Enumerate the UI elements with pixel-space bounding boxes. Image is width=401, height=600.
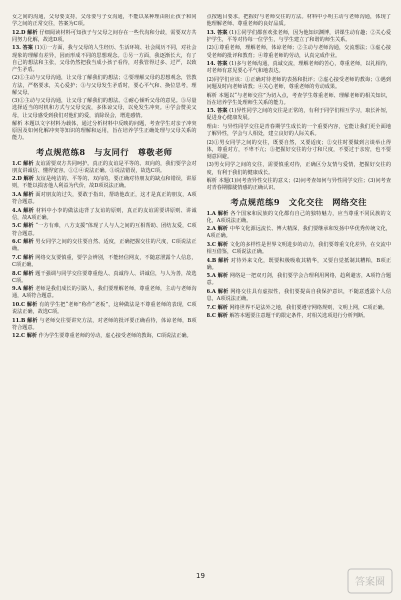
answer-label: 解析 — [217, 304, 228, 311]
section-title: 考点规范练9 文化交往 网络交往 — [230, 196, 367, 207]
answer-text: 老师是我们成长的引路人，我们要理解老师，尊重老师，主动与老师沟通，A项符合题意。 — [12, 286, 197, 300]
answer-label: 解析 — [23, 270, 34, 277]
question-number: 5.A — [206, 273, 216, 280]
answer-label: 解析 — [217, 241, 229, 248]
text-paragraph: (3)男女同学之间的交往，需要慎重对待，正确区分友情与爱情，把握好交往的度，有利于我们的健康成长。 — [206, 162, 391, 176]
text-paragraph: 点按题目要求，把握好与老师交往的方法。材料中小明主动与老师沟通，体现了他理解老师、尊重老师的良好品质。 — [206, 14, 391, 28]
answer-text: 面对朋友的过失，要敢于指出，帮助他改正，这才是真正的朋友，A项符合题意。 — [12, 192, 197, 206]
answer-paragraph — [12, 239, 197, 253]
right-column — [207, 14, 392, 578]
answer-paragraph — [12, 30, 197, 44]
text-paragraph: 解析 本题(1)问考查异性交往的意义；(2)问考查如何与异性同学交往；(3)问考查对青春期朦胧情感的正确认识。 — [206, 178, 391, 192]
question-number: 12.D — [12, 29, 26, 36]
answer-label: 解析 — [26, 301, 38, 308]
answer-text: (1)①一方面，我与父母的人生经历、生活环境、社会阅历不同，对社会现象的理解有差异，因而形成不同的思想观念。②另一方面，我逐渐长大，有了自己的想法和主张，父母仍然把我当成小孩子看待，对我管得过多、过严，以致产生矛盾。 — [12, 45, 197, 73]
answer-label: 解析 — [217, 289, 229, 296]
answer-label: 解析 — [23, 239, 34, 246]
answer-text: 网络是一把双刃剑，我们要学会合理利用网络，趋利避害，A项符合题意。 — [206, 273, 391, 287]
answer-label: 解析 — [23, 160, 34, 167]
answer-label: 解析 — [217, 313, 228, 320]
answer-paragraph — [12, 271, 197, 285]
answer-paragraph — [207, 211, 392, 225]
question-number: 14. — [206, 61, 216, 68]
answer-label: 解析 — [217, 210, 229, 217]
question-number: 3.A — [12, 192, 22, 199]
answer-text: 对待外来文化，既要积极吸收其精华，又要自觉抵制其糟粕，B项正确。 — [206, 257, 391, 271]
question-number: 3.C — [206, 241, 216, 248]
answer-text: 材料中小李的做法违背了友谊的原则，真正的友谊需要讲原则、讲诚信，故A项正确。 — [12, 207, 197, 221]
question-number: 4.A — [12, 207, 22, 214]
question-number: 11.B — [12, 317, 26, 324]
answer-label: 答案 — [22, 45, 33, 52]
answer-text: (1)多与老师沟通，真诚交流，理解老师的苦心，尊重老师，以礼相待，对老师有意见要心平气和地表达。 — [206, 61, 391, 75]
question-number: 15. — [206, 108, 216, 115]
answer-text: (1)①同学们都喜欢张老师，因为他知识渊博，讲课生动有趣；②关心爱护学生，平等对待每一位学生，与学生建立了和谐的师生关系。 — [206, 29, 391, 43]
answer-text: 题干强调与同学交往要尊重他人、真诚待人、讲诚信，与人为善，故选C项。 — [12, 270, 197, 284]
answer-paragraph — [12, 255, 197, 269]
answer-paragraph — [12, 286, 197, 300]
text-paragraph: (2)①男女同学之间的交往，既要自然，又要适度；②交往时要做到言谈举止得体，尊重对方，不卑不亢；③把握好交往的分寸和尺度，不要过于亲密，也不要刻意回避。 — [206, 139, 391, 160]
answer-paragraph — [12, 161, 197, 175]
answer-text: 作为学生要尊重老师的劳动，虚心接受老师的教诲，C项说法正确。 — [38, 333, 192, 340]
answer-paragraph — [207, 313, 392, 320]
section-title: 考点规范练8 与友同行 尊敬老师 — [35, 146, 173, 157]
text-paragraph: (2)①尊重老师，理解老师，体谅老师；②主动与老师沟通，交流想法；③虚心接受老师的批评和教育；④尊重老师的劳动，认真完成作业。 — [206, 45, 391, 59]
text-paragraph: 理由：与异性同学交往是青春期学生成长的一个重要内容，它能让我们更全面地了解异性，学会与人相处，建立良好的人际关系。 — [206, 123, 391, 138]
answer-paragraph — [207, 108, 392, 122]
answer-label: 解析 — [23, 192, 34, 199]
answer-paragraph — [207, 242, 392, 256]
answer-text: 友谊需要双方共同呵护。真正的友谊是平等的、双向的，我们要学会对朋友讲诚信、懂得宽容。①②④说法正确。③说法错误，故选C项。 — [12, 160, 197, 174]
answer-label: 解析 — [23, 176, 34, 183]
answer-label: 解析 — [26, 333, 37, 340]
answer-paragraph — [12, 176, 197, 190]
answer-text: 解答本题要注意题干的限定条件，对相关选项进行分析判断。 — [229, 313, 369, 320]
question-number: 6.C — [12, 239, 22, 246]
text-paragraph: 解析 本题以“与老师交往”为切入点，考查学生尊重老师、理解老师的相关知识，旨在培养学生处理师生关系的能力。 — [206, 92, 391, 106]
watermark-logo — [347, 568, 393, 594]
question-number: 8.C — [12, 270, 22, 277]
answer-label: 答案 — [217, 29, 228, 36]
answer-paragraph — [207, 258, 392, 272]
question-number: 1.A — [206, 210, 216, 217]
answer-label: 答案 — [217, 61, 228, 68]
question-number: 6.A — [206, 289, 216, 296]
answer-paragraph — [207, 30, 392, 44]
answer-label: 解析 — [27, 29, 38, 36]
answer-paragraph — [12, 45, 197, 74]
answer-text: 仔细阅读材料可知孩子与父母之间存在一些代沟和分歧，需要双方共同努力化解，故选D项。 — [12, 29, 197, 43]
question-number: 10.C — [12, 301, 26, 308]
answer-label: 解析 — [23, 223, 34, 230]
answer-paragraph — [12, 333, 197, 340]
page-number: 19 — [196, 572, 205, 580]
text-paragraph: 女之间的沟通，父母要支持，父母要与子女沟通，不能以某种理由阻止孩子和同学之间的正常交往，答案为C项。 — [12, 14, 197, 28]
answer-label: 解析 — [218, 257, 229, 264]
question-number: 8.C — [206, 313, 216, 320]
answer-text: 与老师交往要讲究方法，对老师的批评要正确看待，体谅老师，B项符合题意。 — [12, 317, 197, 331]
answer-text: 中华文化源远流长、博大精深，我们要继承和发扬中华优秀传统文化，A项正确。 — [206, 226, 391, 240]
answer-label: 答案 — [217, 108, 228, 115]
answer-paragraph — [207, 305, 392, 312]
left-column — [12, 14, 197, 578]
question-number: 2.A — [206, 226, 216, 233]
answer-label: 解析 — [23, 286, 34, 293]
question-number: 13. — [12, 45, 21, 52]
text-paragraph: (2)①主动与父母沟通，让父母了解我们的想法；②要理解父母的思想观念，管教方法，严格要求，关心爱护；③与父母发生矛盾时，要心平气和、换位思考，理解父母。 — [12, 75, 197, 96]
answer-paragraph — [12, 192, 197, 206]
text-paragraph: (3)①主动与父母沟通，让父母了解我们的想法。②耐心倾听父母的意见。③尽量选择适当的时机和方式与父母交流，多体谅父母，以免发生冲突。④学会赞美父母，让父母感受到我们对他们的爱，消除误会，增进感情。 — [12, 98, 197, 119]
question-number: 5.C — [12, 223, 22, 230]
columns — [12, 14, 391, 578]
answer-paragraph — [207, 273, 392, 287]
question-number: 12.C — [12, 333, 26, 340]
answer-text: 网络世界不是法外之地，我们要遵守网络规则，文明上网，C项正确。 — [229, 304, 388, 311]
question-number: 7.C — [12, 254, 22, 261]
question-number: 4.B — [206, 257, 217, 264]
svg-text:答案圈: 答案圈 — [355, 577, 385, 588]
answer-text: 男女同学之间的交往要自然、适度，正确把握交往的尺度，C项说法正确。 — [12, 239, 197, 253]
answer-paragraph — [207, 61, 392, 75]
question-number: 9.A — [12, 286, 22, 293]
answer-label: 解析 — [217, 273, 229, 280]
answer-label: 解析 — [27, 317, 38, 324]
answer-text: 友谊是纯洁的、平等的、双向的。要正确对待朋友的缺点和错误，讲原则，不能以损害他人利益为代价，故D项说法正确。 — [12, 176, 197, 190]
question-number: 2.D — [12, 176, 22, 183]
answer-text: (1)异性同学之间的交往是正常的，有利于同学们相互学习，取长补短，促进身心健康发展。 — [206, 108, 391, 122]
answer-paragraph — [12, 223, 197, 237]
text-paragraph: 解析 本题以文字材料为载体，通过分析材料中反映的问题，考查学生对亲子冲突原因及如何化解冲突等知识的理解和运用，旨在培养学生正确处理与父母关系的能力。 — [12, 121, 197, 142]
answer-paragraph — [12, 302, 197, 316]
question-number: 7.C — [206, 304, 216, 311]
answer-paragraph — [207, 226, 392, 240]
answer-paragraph — [207, 289, 392, 303]
question-number: 13. — [206, 29, 216, 36]
answer-text: 文化的多样性是世界文明进步的动力，我们要尊重文化差异，在交流中相互借鉴，C项说法正确。 — [206, 241, 391, 256]
answer-text: 网络交往具有虚拟性，我们要提高自我保护意识，不随意透露个人信息，A项说法正确。 — [206, 289, 391, 303]
answer-label: 解析 — [23, 207, 34, 214]
text-paragraph: (2)同学们应该：①正确对待老师的表扬和批评；②虚心接受老师的教诲；③遇到问题及时向老师请教；④关心老师，尊重老师的劳动成果。 — [206, 76, 391, 90]
answer-label: 解析 — [23, 254, 34, 261]
answer-text: “一方有难，八方支援”体现了人与人之间的互相帮助、团结友爱，C项符合题意。 — [12, 223, 197, 237]
answer-text: 网络交友要慎重，要学会辨别，不能轻信网友，不随意泄露个人信息，C项正确。 — [12, 254, 197, 268]
answer-paragraph — [12, 318, 197, 332]
answer-text: 各个国家和民族的文化都有自己的独特魅力，应当尊重不同民族的文化，A项说法正确。 — [206, 210, 391, 224]
question-number: 1.C — [12, 160, 22, 167]
answer-label: 解析 — [217, 226, 228, 233]
answer-paragraph — [12, 208, 197, 222]
answer-text: 有的学生把“老师”称作“老板”，这种做法是不尊重老师的表现，C项说法正确，故选C项。 — [12, 301, 197, 316]
